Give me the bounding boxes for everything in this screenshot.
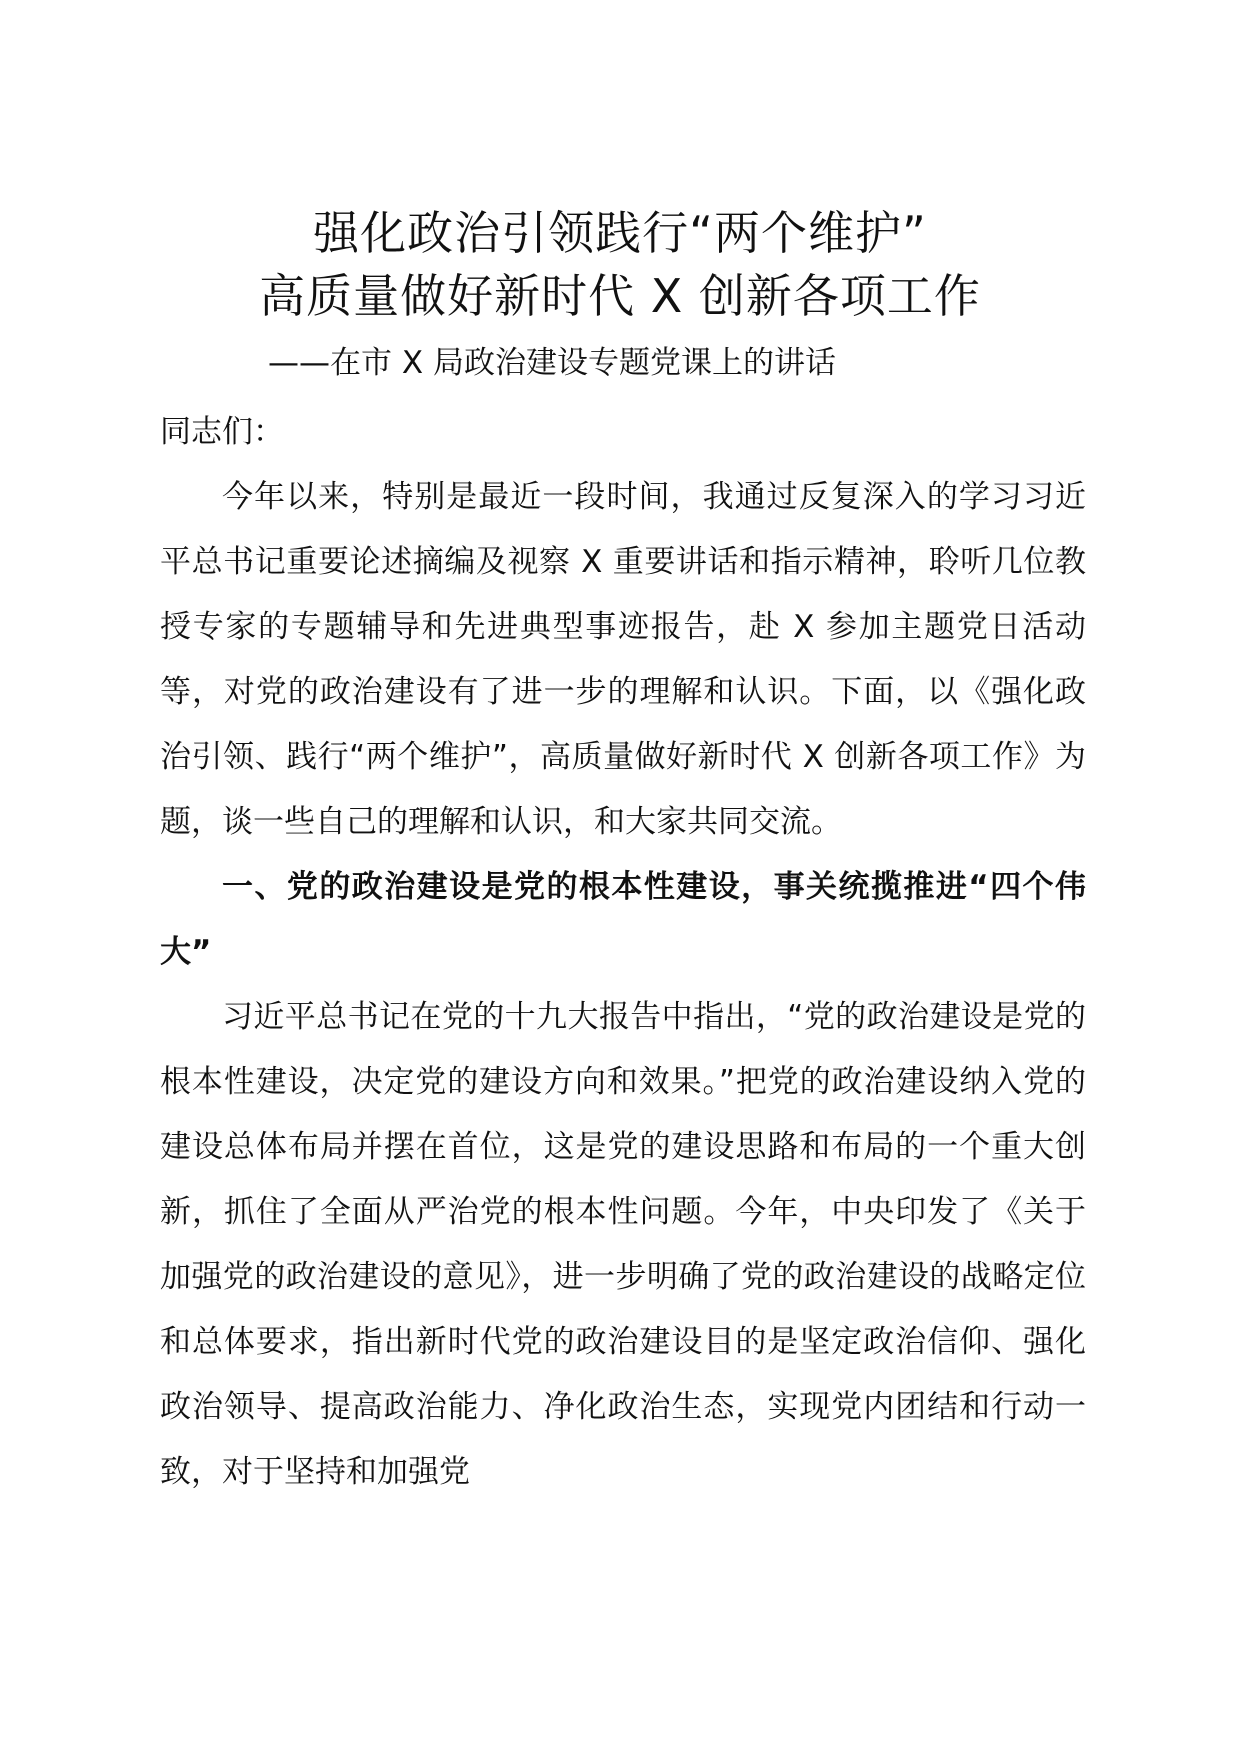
document-title-line-2: 高质量做好新时代 X 创新各项工作 xyxy=(259,269,981,323)
document-body xyxy=(160,400,1086,1505)
salutation: 同志们： xyxy=(160,414,284,450)
document-subtitle: ——在市 X 局政治建设专题党课上的讲话 xyxy=(268,345,836,381)
document-title-line-1: 强化政治引领践行“两个维护” xyxy=(313,206,927,260)
paragraph-intro: 今年以来，特别是最近一段时间，我通过反复深入的学习习近平总书记重要论述摘编及视察 X 重要讲话和指示精神，聆听几位教授专家的专题辅导和先进典型事迹报告，赴 X 参加主题党日活动等，对党的政治建设有了进一步的理解和认识。下面，以《强化政治引领、践行“两个维护”，高质量做好新时代 X 创新各项工作》为题，谈一些自己的理解和认识，和大家共同交流。 xyxy=(160,479,1086,840)
paragraph-section-1: 习近平总书记在党的十九大报告中指出，“党的政治建设是党的根本性建设，决定党的建设方向和效果。”把党的政治建设纳入党的建设总体布局并摆在首位，这是党的建设思路和布局的一个重大创新，抓住了全面从严治党的根本性问题。今年，中央印发了《关于加强党的政治建设的意见》，进一步明确了党的政治建设的战略定位和总体要求，指出新时代党的政治建设目的是坚定政治信仰、强化政治领导、提高政治能力、净化政治生态，实现党内团结和行动一致，对于坚持和加强党 xyxy=(160,999,1086,1490)
section-heading-1: 一、党的政治建设是党的根本性建设，事关统揽推进“四个伟大” xyxy=(160,869,1086,970)
